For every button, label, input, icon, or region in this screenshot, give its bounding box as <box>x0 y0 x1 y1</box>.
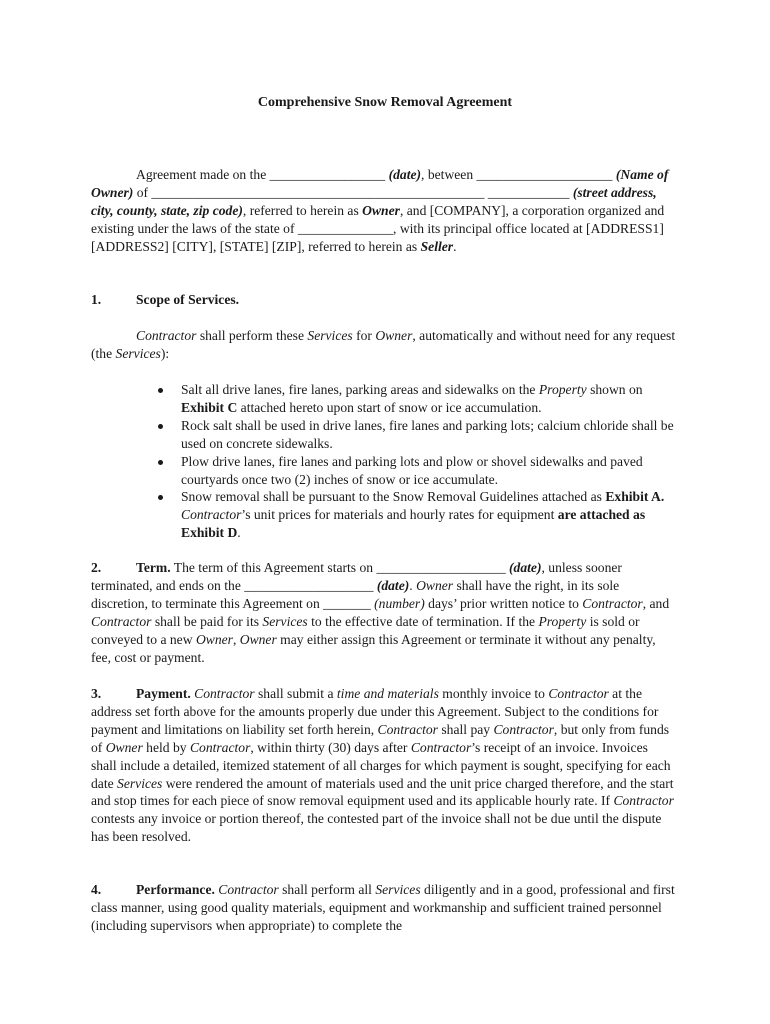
section-text: , within thirty (30) days after <box>250 739 411 755</box>
section-text: were rendered the amount of materials used and the unit price charged therefore, and the start and stop times for each piece of snow removal equipment used and its applicable hourly rate. If <box>91 775 674 809</box>
section-text: , <box>232 631 240 647</box>
bullet-text: Rock salt shall be used in drive lanes, fire lanes and parking lots; calcium chloride shall be used on concrete sidewalks. <box>181 417 674 451</box>
section-heading: Performance. <box>136 882 215 897</box>
time-materials-term: time and materials <box>336 686 439 701</box>
bullet-item <box>156 488 681 542</box>
contractor-term: Contractor <box>613 793 674 809</box>
intro-text: , between ____________________ <box>421 167 613 182</box>
intro-text: , and [COMPANY], a corporation organized and existing under the laws of the state of ______________, with its principal office located at [ADDRESS1] [ADDRESS2] [CITY], [STATE] [ZIP], referred to herein as <box>91 202 665 254</box>
section-number: 2. <box>91 560 102 575</box>
services-term: Services <box>115 345 161 361</box>
section-text: days’ prior written notice to <box>424 595 583 611</box>
section-heading: Term. <box>136 560 171 575</box>
owner-term: Owner <box>362 202 400 218</box>
section-text: shall be paid for its <box>151 613 263 629</box>
section-text: ’s receipt of an invoice. Invoices shall include a detailed, itemized statement of all charges for which payment is sought, specifying for each date <box>91 739 671 791</box>
section-text: is sold or conveyed to a new <box>91 613 640 647</box>
section-text: for <box>352 328 376 343</box>
contractor-term: Contractor <box>582 595 643 611</box>
services-term: Services <box>262 613 308 629</box>
owner-term: Owner <box>105 739 143 755</box>
exhibit-ref: are attached as Exhibit D <box>181 507 646 541</box>
document-title: Comprehensive Snow Removal Agreement <box>257 95 513 110</box>
services-term: Services <box>307 328 353 343</box>
exhibit-ref: Exhibit A. <box>605 489 665 505</box>
bullet-text: Plow drive lanes, fire lanes and parking lots and plow or shovel sidewalks and paved courtyards once two (2) inches of snow or ice accumulate. <box>181 453 643 487</box>
section-text: held by <box>142 739 190 755</box>
section-text: shall have the right, in its sole discretion, to terminate this Agreement on _______ <box>91 577 620 611</box>
section-text: , unless sooner terminated, and ends on the ___________________ <box>91 560 622 593</box>
section-text: . <box>409 577 417 593</box>
section-text: shall perform all <box>278 882 376 897</box>
intro-text: , referred to herein as <box>242 202 363 218</box>
bullet-text: . <box>237 525 241 541</box>
bullet-text: Salt all drive lanes, fire lanes, parking areas and sidewalks on the <box>181 382 539 397</box>
property-term: Property <box>538 613 587 629</box>
section-text: , automatically and without need for any request (the <box>91 328 676 361</box>
section-text: , but only from funds of <box>91 721 670 755</box>
section-4-performance <box>91 881 676 935</box>
contractor-term: Contractor <box>91 613 152 629</box>
section-text: diligently and in a good, professional and first class manner, using good quality materials, equipment and workmanship and sufficient trained personnel (including supervisors when appropriate) to complete the <box>91 882 675 933</box>
seller-term: Seller <box>420 238 454 254</box>
owner-name-placeholder: (Name of Owner) <box>91 167 669 200</box>
section-heading: Payment. <box>136 686 191 701</box>
owner-term: Owner <box>239 631 277 647</box>
section-heading: Scope of Services. <box>136 292 240 307</box>
bullet-item <box>156 417 681 453</box>
address-placeholder: (street address, city, county, state, zip code) <box>91 184 657 218</box>
intro-text: of _________________________________________________ ____________ <box>133 184 570 200</box>
bullet-text: ’s unit prices for materials and hourly rates for equipment <box>241 507 558 523</box>
contractor-term: Contractor <box>214 882 279 897</box>
owner-term: Owner <box>375 328 413 343</box>
section-text: to the effective date of termination. If the <box>307 613 539 629</box>
exhibit-ref: Exhibit C <box>181 399 238 415</box>
owner-term: Owner <box>195 631 233 647</box>
contractor-term: Contractor <box>181 507 242 523</box>
section-text: shall perform these <box>196 328 308 343</box>
section-1-body <box>91 327 676 363</box>
bullet-icon <box>158 424 163 429</box>
bullet-text: shown on <box>586 382 643 397</box>
section-text: , and <box>642 595 670 611</box>
section-number: 1. <box>91 292 102 307</box>
section-number: 3. <box>91 686 102 701</box>
section-text: The term of this Agreement starts on ___________________ <box>170 560 510 575</box>
bullet-icon <box>158 388 163 393</box>
bullet-item <box>156 453 681 489</box>
section-1-heading <box>91 291 676 309</box>
intro-paragraph <box>91 166 676 256</box>
section-text: at the address set forth above for the amounts properly due under this Agreement. Subject to the conditions for payment and limitations on liability set forth herein, <box>91 686 659 737</box>
contractor-term: Contractor <box>410 739 472 755</box>
section-2-term <box>91 559 676 666</box>
services-bullet-list <box>156 381 681 542</box>
intro-text: Agreement made on the _________________ <box>136 167 389 182</box>
section-text: shall submit a <box>254 686 337 701</box>
contractor-term: Contractor <box>377 721 438 737</box>
bullet-text: attached hereto upon start of snow or ice accumulation. <box>237 399 542 415</box>
section-3-payment <box>91 685 676 846</box>
number-placeholder: (number) <box>374 595 425 611</box>
section-text: contests any invoice or portion thereof, the contested part of the invoice shall not be due until the dispute has been resolved. <box>91 811 662 845</box>
contractor-term: Contractor <box>189 739 251 755</box>
bullet-icon <box>158 460 163 465</box>
owner-term: Owner <box>416 577 454 593</box>
services-term: Services <box>117 775 163 791</box>
bullet-icon <box>158 495 163 500</box>
contractor-term: Contractor <box>548 686 609 701</box>
section-text: monthly invoice to <box>438 686 549 701</box>
section-text: may either assign this Agreement or terminate it without any penalty, fee, cost or payment. <box>91 631 656 665</box>
contractor-term: Contractor <box>493 721 554 737</box>
contractor-term: Contractor <box>190 686 255 701</box>
section-text: ): <box>160 345 170 361</box>
date-placeholder: (date) <box>376 577 410 593</box>
section-number: 4. <box>91 882 102 897</box>
bullet-item <box>156 381 681 417</box>
bullet-text: Snow removal shall be pursuant to the Snow Removal Guidelines attached as <box>181 489 606 505</box>
date-placeholder: (date) <box>388 167 422 182</box>
property-term: Property <box>538 382 587 397</box>
section-text: shall pay <box>437 721 494 737</box>
contractor-term: Contractor <box>136 328 197 343</box>
intro-text: . <box>453 238 457 254</box>
services-term: Services <box>375 882 421 897</box>
date-placeholder: (date) <box>509 560 542 575</box>
